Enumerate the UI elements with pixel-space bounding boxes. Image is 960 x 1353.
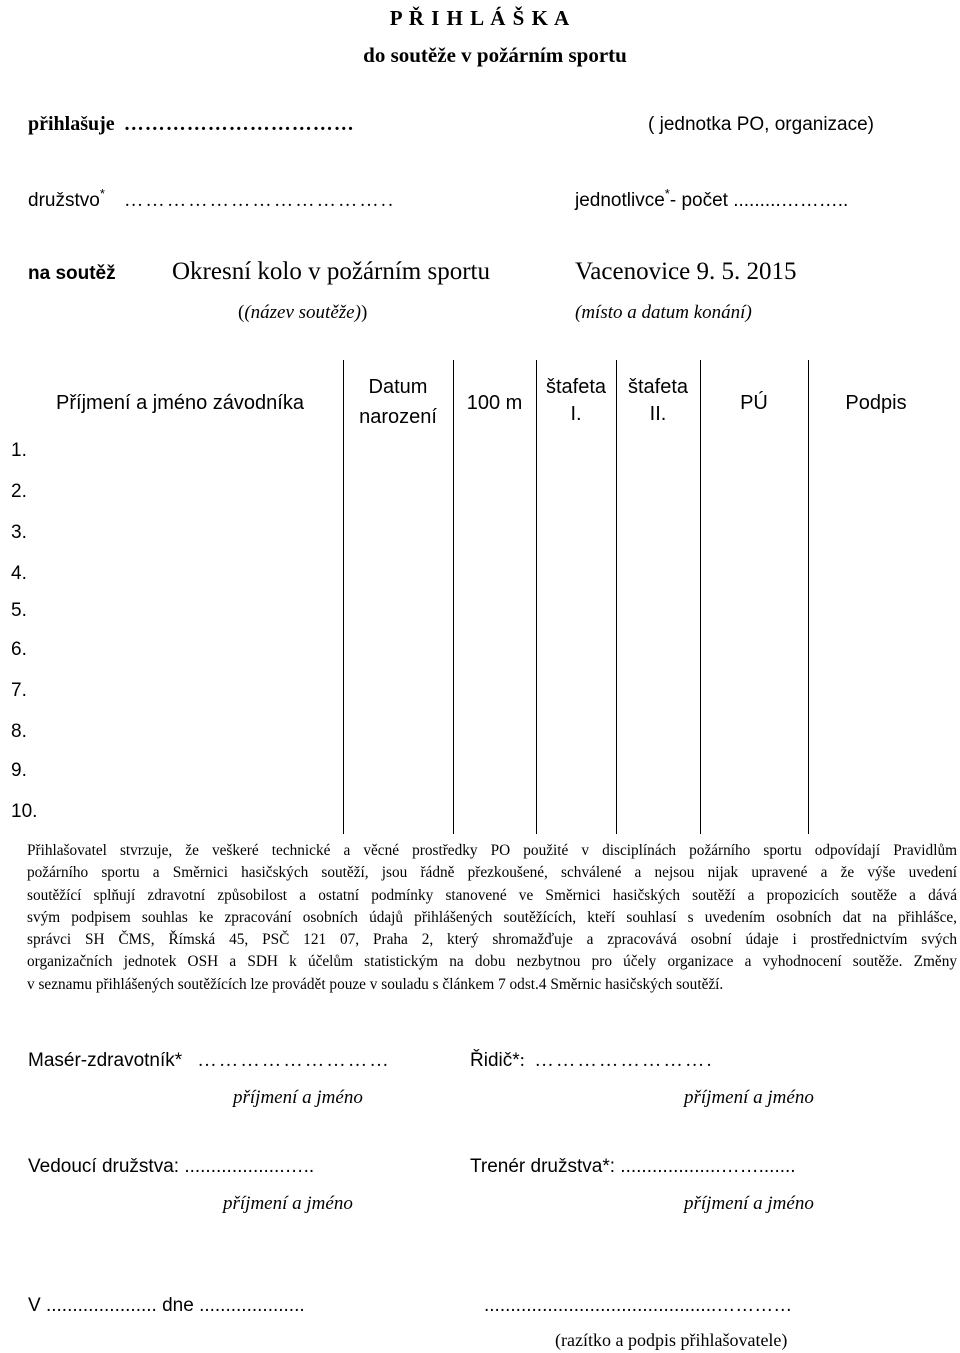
declaration-line: požárního sportu a Směrnici hasičských soutěží, jsou řádně přezkoušené, schválené a nejsou nijak upravené a že výše uvedení [27,864,957,882]
individuals-count[interactable]: - počet .........……….. [669,190,849,211]
team-row [28,186,395,212]
competition-place-caption-text: (místo a datum konání) [575,302,752,323]
medic-caption: příjmení a jméno [233,1087,363,1108]
header-relay-1 [536,374,616,428]
row-number: 3. [11,522,27,543]
team-dots[interactable]: ……………………………….. [124,190,396,211]
coach-caption: příjmení a jméno [684,1193,814,1214]
stamp-signature-caption: (razítko a podpis přihlašovatele) [555,1330,788,1350]
table-divider [453,360,454,834]
header-relay2-line1: štafeta [627,376,689,398]
declaration-paragraph [27,840,957,996]
table-divider [700,360,701,834]
header-birth-date [343,372,453,432]
header-signature: Podpis [845,392,907,414]
row-number: 7. [11,680,27,701]
row-number: 8. [11,721,27,742]
stamp-signature-dots[interactable]: ............................................………… [484,1295,793,1316]
applicant-note: ( jednotka PO, organizace) [648,114,875,135]
individuals-row [575,186,848,212]
declaration-line: Přihlašovatel stvrzuje, že veškeré technické a věcné prostředky PO použité v disciplínách požárního sportu odpovídají Pravidlům [27,842,957,859]
row-number: 9. [11,760,27,781]
applicant-label: přihlašuje [28,113,115,135]
declaration-line: soutěžící splňují zdravotní způsobilost a ostatní podmínky stanovené ve Směrnici hasičských soutěží a propozicích soutěže a dává [27,886,957,904]
header-relay1-line1: štafeta [545,376,607,398]
applicant-row [28,113,355,136]
declaration-line: správci SH ČMS, Římská 45, PSČ 121 07, Praha 2, který shromažďuje a zpracovává osobní údaje i prostřednictvím svých [27,931,957,949]
row-number: 6. [11,639,27,660]
header-birth-line1: Datum [368,376,428,398]
row-number: 4. [11,563,27,584]
header-relay2-line2: II. [649,403,667,425]
competition-place-date: Vacenovice 9. 5. 2015 [575,258,797,285]
declaration-line: v seznamu přihlášených soutěžících lze provádět pouze v souladu s článkem 7 odst.4 Směrnic hasičských soutěží. [27,975,724,993]
individuals-label: jednotlivce [575,190,665,211]
medic-asterisk: * [174,1050,183,1071]
driver-caption: příjmení a jméno [684,1087,814,1108]
coach-row [470,1156,796,1178]
place-date-field[interactable]: V ..................... dne .................... [28,1295,305,1316]
leader-caption: příjmení a jméno [223,1193,353,1214]
declaration-line: organizačních jednotek OSH a SDH k účelům statistickým na dobu nezbytnou pro účely organizace a vyhodnocení soutěže. Změny [27,953,957,971]
header-name: Příjmení a jméno závodníka [56,392,304,414]
table-divider [808,360,809,834]
header-relay1-line2: I. [570,403,582,425]
medic-label: Masér-zdravotník [28,1050,175,1071]
driver-dots[interactable]: : ……………………. [519,1050,714,1071]
coach-asterisk: * [602,1156,610,1177]
driver-asterisk: * [512,1050,520,1071]
row-number: 5. [11,600,27,621]
driver-label: Řidič [470,1050,513,1071]
coach-label: Trenér družstva [470,1156,603,1177]
form-subtitle: do soutěže v požárním sportu [363,43,627,67]
individuals-asterisk: * [664,186,670,201]
driver-row [470,1050,714,1072]
header-100m: 100 m [466,392,523,414]
applicant-dots[interactable]: …………………………… [123,113,355,135]
header-pu: PÚ [740,392,768,414]
competition-name-caption-text: (název soutěže) [244,302,361,323]
declaration-line: svým podpisem souhlas ke zpracování osobních údajů přihlášených soutěžících, kteří souhlasí s uvedením osobních dat na přihlášce, [27,908,957,926]
medic-dots[interactable]: ……………………… [197,1050,391,1071]
competition-label: na soutěž [28,263,116,284]
medic-row [28,1050,391,1072]
team-label: družstvo [28,190,100,211]
row-number: 1. [11,440,27,461]
header-relay-2 [616,374,700,428]
competition-place-caption [575,302,752,324]
competition-name-caption: ((název soutěže)) [238,302,368,323]
row-number: 2. [11,481,27,502]
coach-dots[interactable]: : ...................……....... [609,1156,796,1177]
table-divider [536,360,537,834]
header-birth-line2: narození [359,406,437,428]
competition-name: Okresní kolo v požárním sportu [172,258,491,285]
team-leader-field[interactable]: Vedoucí družstva: ...................….. [28,1156,315,1177]
form-title: P Ř I H L Á Š K A [389,6,571,30]
row-number: 10. [11,801,38,822]
team-asterisk: * [99,186,105,201]
table-divider [616,360,617,834]
